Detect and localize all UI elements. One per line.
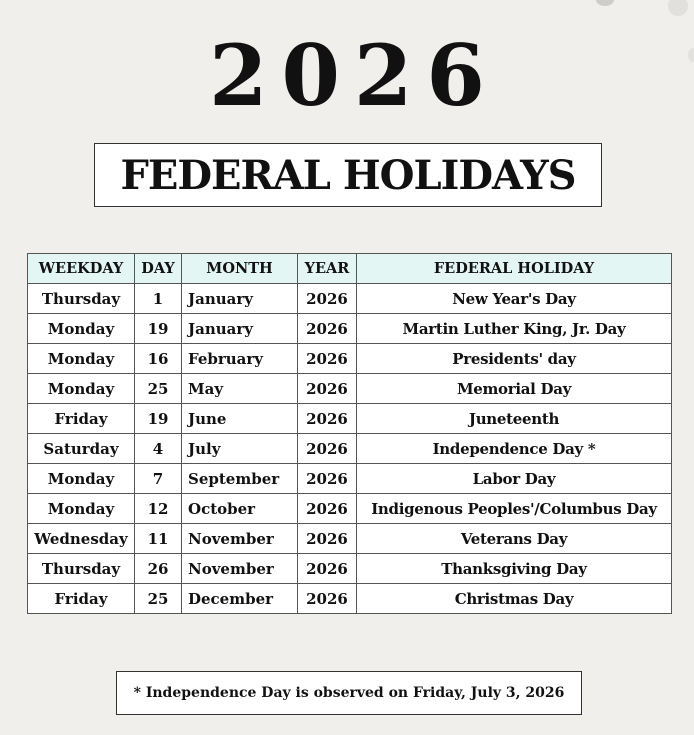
cell-day: 25 — [135, 374, 182, 404]
cell-month: December — [182, 584, 298, 614]
cell-day: 11 — [135, 524, 182, 554]
header-month: MONTH — [182, 254, 298, 284]
cell-weekday: Monday — [28, 374, 135, 404]
table-row — [28, 554, 672, 584]
cell-weekday: Saturday — [28, 434, 135, 464]
cell-day: 1 — [135, 284, 182, 314]
cell-weekday: Monday — [28, 344, 135, 374]
table-row — [28, 584, 672, 614]
cell-month: February — [182, 344, 298, 374]
cell-month: May — [182, 374, 298, 404]
cell-month: July — [182, 434, 298, 464]
cell-holiday: New Year's Day — [357, 284, 672, 314]
cell-weekday: Friday — [28, 404, 135, 434]
cell-month: November — [182, 554, 298, 584]
cell-holiday: Veterans Day — [357, 524, 672, 554]
cell-year: 2026 — [298, 554, 357, 584]
cell-month: January — [182, 284, 298, 314]
cell-day: 4 — [135, 434, 182, 464]
cell-year: 2026 — [298, 494, 357, 524]
cell-day: 7 — [135, 464, 182, 494]
cell-month: September — [182, 464, 298, 494]
table-row — [28, 284, 672, 314]
cell-holiday: Juneteenth — [357, 404, 672, 434]
table-row — [28, 404, 672, 434]
page-title: 2026 — [209, 26, 499, 125]
heading-text: FEDERAL HOLIDAYS — [120, 151, 576, 199]
table-row — [28, 494, 672, 524]
footnote-box — [116, 671, 582, 715]
cell-holiday: Thanksgiving Day — [357, 554, 672, 584]
cell-year: 2026 — [298, 314, 357, 344]
cell-weekday: Monday — [28, 494, 135, 524]
cell-year: 2026 — [298, 584, 357, 614]
cell-day: 26 — [135, 554, 182, 584]
cell-weekday: Thursday — [28, 284, 135, 314]
table-row — [28, 314, 672, 344]
header-year: YEAR — [298, 254, 357, 284]
cell-year: 2026 — [298, 344, 357, 374]
cell-holiday: Independence Day * — [357, 434, 672, 464]
cell-year: 2026 — [298, 404, 357, 434]
cell-holiday: Christmas Day — [357, 584, 672, 614]
cell-month: October — [182, 494, 298, 524]
cell-weekday: Thursday — [28, 554, 135, 584]
table-header-row — [28, 254, 672, 284]
cell-day: 12 — [135, 494, 182, 524]
cell-year: 2026 — [298, 374, 357, 404]
header-holiday: FEDERAL HOLIDAY — [357, 254, 672, 284]
cell-holiday: Memorial Day — [357, 374, 672, 404]
header-day: DAY — [135, 254, 182, 284]
cell-weekday: Wednesday — [28, 524, 135, 554]
decorative-blot — [668, 0, 688, 16]
cell-year: 2026 — [298, 524, 357, 554]
cell-month: November — [182, 524, 298, 554]
cell-day: 19 — [135, 404, 182, 434]
cell-day: 19 — [135, 314, 182, 344]
cell-month: June — [182, 404, 298, 434]
table-body — [28, 284, 672, 614]
cell-weekday: Monday — [28, 464, 135, 494]
table-row — [28, 524, 672, 554]
header-weekday: WEEKDAY — [28, 254, 135, 284]
holidays-table — [27, 253, 672, 614]
cell-year: 2026 — [298, 284, 357, 314]
cell-weekday: Friday — [28, 584, 135, 614]
cell-month: January — [182, 314, 298, 344]
cell-year: 2026 — [298, 464, 357, 494]
table-row — [28, 344, 672, 374]
cell-holiday: Presidents' day — [357, 344, 672, 374]
footnote-text: * Independence Day is observed on Friday, July 3, 2026 — [133, 685, 565, 701]
cell-weekday: Monday — [28, 314, 135, 344]
cell-holiday: Martin Luther King, Jr. Day — [357, 314, 672, 344]
cell-holiday: Indigenous Peoples'/Columbus Day — [357, 494, 672, 524]
heading-box — [94, 143, 602, 207]
table-row — [28, 374, 672, 404]
table-row — [28, 464, 672, 494]
decorative-blot — [596, 0, 614, 6]
cell-year: 2026 — [298, 434, 357, 464]
table-row — [28, 434, 672, 464]
cell-day: 16 — [135, 344, 182, 374]
cell-holiday: Labor Day — [357, 464, 672, 494]
cell-day: 25 — [135, 584, 182, 614]
